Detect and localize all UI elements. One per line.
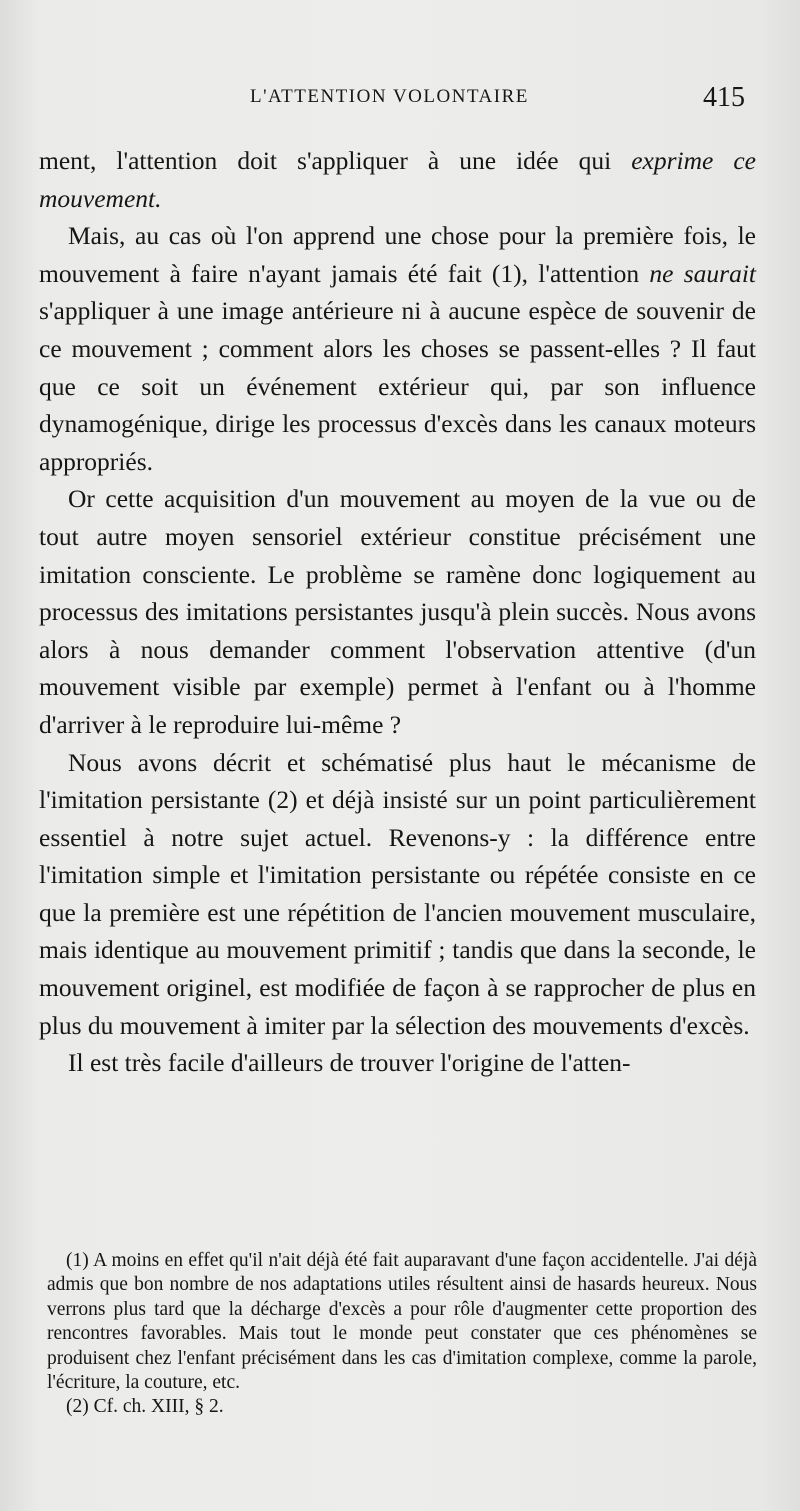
paragraph-5: Il est très facile d'ailleurs de trouver l'origine de l'atten- (68, 1048, 631, 1078)
main-text (39, 142, 756, 1082)
footnote-1: (1) A moins en effet qu'il n'ait déjà été fait auparavant d'une façon accidentelle. J'ai déjà admis que bon nombre de nos adaptations utiles résultent ainsi de hasards heureux. Nous verrons plus tard que la décharge d'excès a pour rôle d'augmenter cette proportion des rencontres favorables. Mais tout le monde peut constater que ces phénomènes se produisent chez l'enfant précisément dans les cas d'imitation complexe, comme la parole, l'écriture, la couture, etc. (47, 1250, 757, 1394)
footnote-2: (2) Cf. ch. XIII, § 2. (66, 1396, 224, 1418)
page-number: 415 (703, 82, 745, 113)
paragraph-2-text-a: Mais, au cas où l'on apprend une chose pour la première fois, le mouvement à faire n'ayant jamais été fait (1), l'attention (39, 221, 756, 288)
paragraph-2 (39, 217, 756, 480)
footnotes (47, 1249, 757, 1420)
paragraph-3: Or cette acquisition d'un mouvement au moyen de la vue ou de tout autre moyen sensoriel extérieur constitue précisément une imitation consciente. Le problème se ramène donc logiquement au processus des imitations persistantes jusqu'à plein succès. Nous avons alors à nous demander comment l'observation attentive (d'un mouvement visible par exemple) permet à l'enfant ou à l'homme d'arriver à le reproduire lui-même ? (39, 484, 756, 739)
paragraph-2-text-b: s'appliquer à une image antérieure ni à aucune espèce de souvenir de ce mouvement ; comment alors les choses se passent-elles ? Il faut que ce soit un événement extérieur qui, par son influence dynamogénique, dirige les processus d'excès dans les canaux moteurs appropriés. (39, 296, 756, 476)
running-title: L'ATTENTION VOLONTAIRE (250, 86, 529, 107)
paragraph-2-italic: ne saurait (649, 258, 756, 288)
paragraph-1 (39, 142, 756, 217)
paragraph-1-text: ment, l'attention doit s'appliquer à une idée qui (39, 146, 632, 175)
paragraph-1-italic: exprime ce mouvement. (39, 146, 756, 213)
paragraph-4: Nous avons décrit et schématisé plus haut le mécanisme de l'imitation persistante (2) et déjà insisté sur un point particulièrement essentiel à notre sujet actuel. Revenons-y : la différence entre l'imitation simple et l'imitation persistante ou répétée consiste en ce que la première est une répétition de l'ancien mouvement musculaire, mais identique au mouvement primitif ; tandis que dans la seconde, le mouvement originel, est modifiée de façon à se rapprocher de plus en plus du mouvement à imiter par la sélection des mouvements d'excès. (39, 747, 756, 1040)
